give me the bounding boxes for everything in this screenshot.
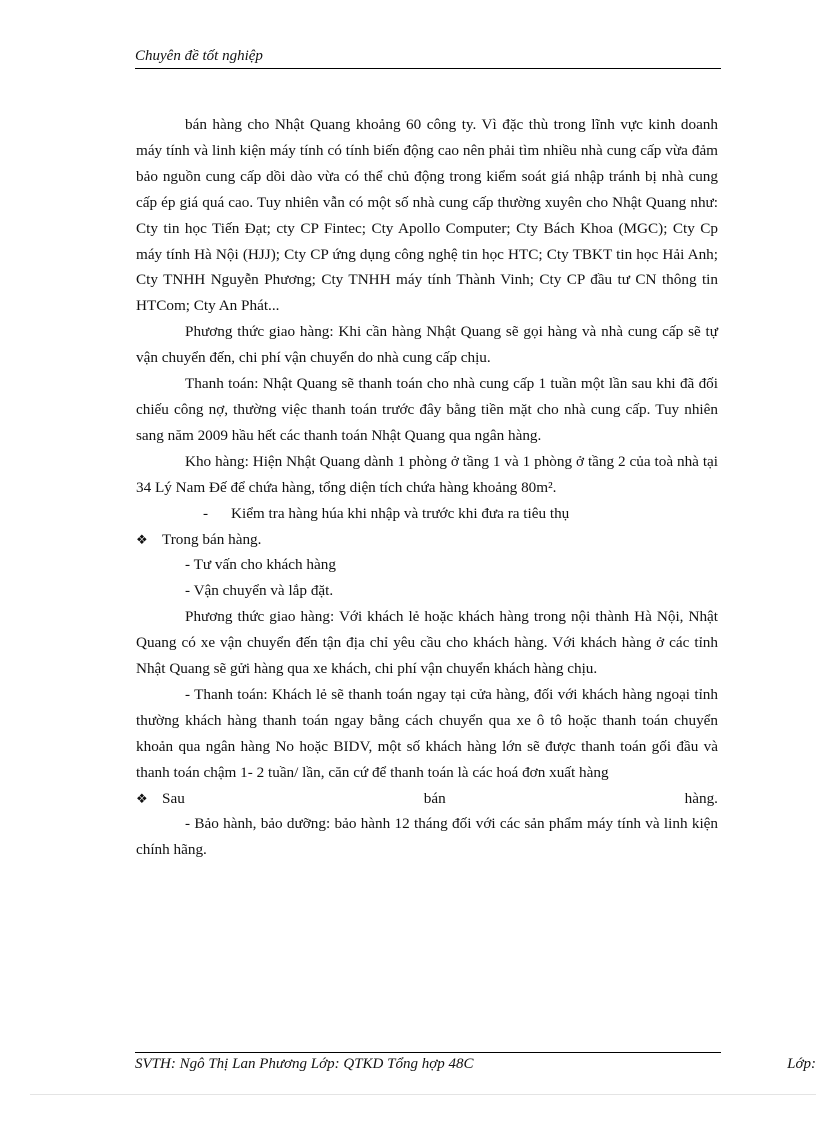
dash-marker: - — [203, 504, 209, 522]
footer-student-info: SVTH: Ngô Thị Lan Phương Lớp: QTKD Tổng hợp 48C — [135, 1056, 474, 1072]
diamond-bullet-icon: ❖ — [136, 531, 148, 547]
section-after-sales-lead — [136, 786, 185, 812]
paragraph-delivery-method: Phương thức giao hàng: Khi cần hàng Nhật Quang sẽ gọi hàng và nhà cung cấp sẽ tự vận chuyển đến, chi phí vận chuyển do nhà cung cấp chịu. — [136, 323, 718, 367]
after-sales-word-3: hàng. — [684, 789, 718, 807]
list-item-consulting: - Tư vấn cho khách hàng — [185, 556, 336, 574]
paragraph-warehouse: Kho hàng: Hiện Nhật Quang dành 1 phòng ở tầng 1 và 1 phòng ở tầng 2 của toà nhà tại 34 Lý Nam Đế để chứa hàng, tổng diện tích chứa hàng khoảng 80m². — [136, 452, 718, 496]
after-sales-word-2: bán — [423, 789, 446, 807]
document-body — [136, 112, 718, 863]
paragraph-customer-payment: - Thanh toán: Khách lẻ sẽ thanh toán ngay tại cửa hàng, đối với khách hàng ngoại tỉnh thường khách hàng thanh toán ngay bằng cách chuyển qua xe ô tô hoặc thanh toán chuyển khoản qua ngân hàng No hoặc BIDV, một số khách hàng lớn sẽ được thanh toán gối đầu và thanh toán chậm 1- 2 tuần/ lần, căn cứ để thanh toán là các hoá đơn xuất hàng — [136, 685, 718, 781]
section-in-sales — [136, 527, 718, 553]
section-in-sales-title: Trong bán hàng. — [162, 530, 262, 548]
paragraph-suppliers: bán hàng cho Nhật Quang khoảng 60 công ty. Vì đặc thù trong lĩnh vực kinh doanh máy tính và linh kiện máy tính có tính biến động cao nên phải tìm nhiều nhà cung cấp vừa đảm bảo nguồn cung cấp dồi dào vừa có thể chủ động trong kiểm soát giá nhập tránh bị nhà cung cấp ép giá quá cao. Tuy nhiên vẫn có một số nhà cung cấp thường xuyên cho Nhật Quang như: Cty tin học Tiến Đạt; cty CP Fintec; Cty Apollo Computer; Cty Bách Khoa (MGC); Cty Cp máy tính Hà Nội (HJJ); Cty CP ứng dụng công nghệ tin học HTC; Cty TBKT tin học Hải Anh; Cty TNHH Nguyễn Phương; Cty TNHH máy tính Thành Vinh; Cty CP đầu tư CN thông tin HTCom; Cty An Phát... — [136, 116, 718, 315]
paragraph-payment: Thanh toán: Nhật Quang sẽ thanh toán cho nhà cung cấp 1 tuần một lần sau khi đã đối chiếu công nợ, thường việc thanh toán trước đây bằng tiền mặt cho nhà cung cấp. Tuy nhiên sang năm 2009 hầu hết các thanh toán Nhật Quang qua ngân hàng. — [136, 375, 718, 444]
after-sales-word-1: Sau — [162, 789, 185, 807]
list-item-inspection-text: Kiểm tra hàng húa khi nhập và trước khi đưa ra tiêu thụ — [231, 504, 570, 522]
paragraph-customer-delivery: Phương thức giao hàng: Với khách lẻ hoặc khách hàng trong nội thành Hà Nội, Nhật Quang có xe vận chuyển đến tận địa chỉ yêu cầu cho khách hàng. Với khách hàng ở các tỉnh Nhật Quang sẽ gửi hàng qua xe khách, chi phí vận chuyển khách hàng chịu. — [136, 608, 718, 678]
diamond-bullet-icon: ❖ — [136, 790, 148, 806]
footer-divider — [135, 1052, 721, 1053]
footer-class-label: Lớp: — [787, 1056, 816, 1072]
page-header — [135, 48, 721, 69]
page-bottom-edge — [30, 1094, 816, 1095]
page-footer — [135, 1056, 816, 1073]
section-after-sales — [136, 786, 718, 812]
list-item-inspection — [136, 501, 718, 527]
list-item-transport: - Vận chuyển và lắp đặt. — [185, 582, 334, 600]
paragraph-warranty: - Bảo hành, bảo dưỡng: bảo hành 12 tháng đối với các sản phẩm máy tính và linh kiện chính hãng. — [136, 815, 718, 859]
header-title: Chuyên đề tốt nghiệp — [135, 48, 263, 64]
